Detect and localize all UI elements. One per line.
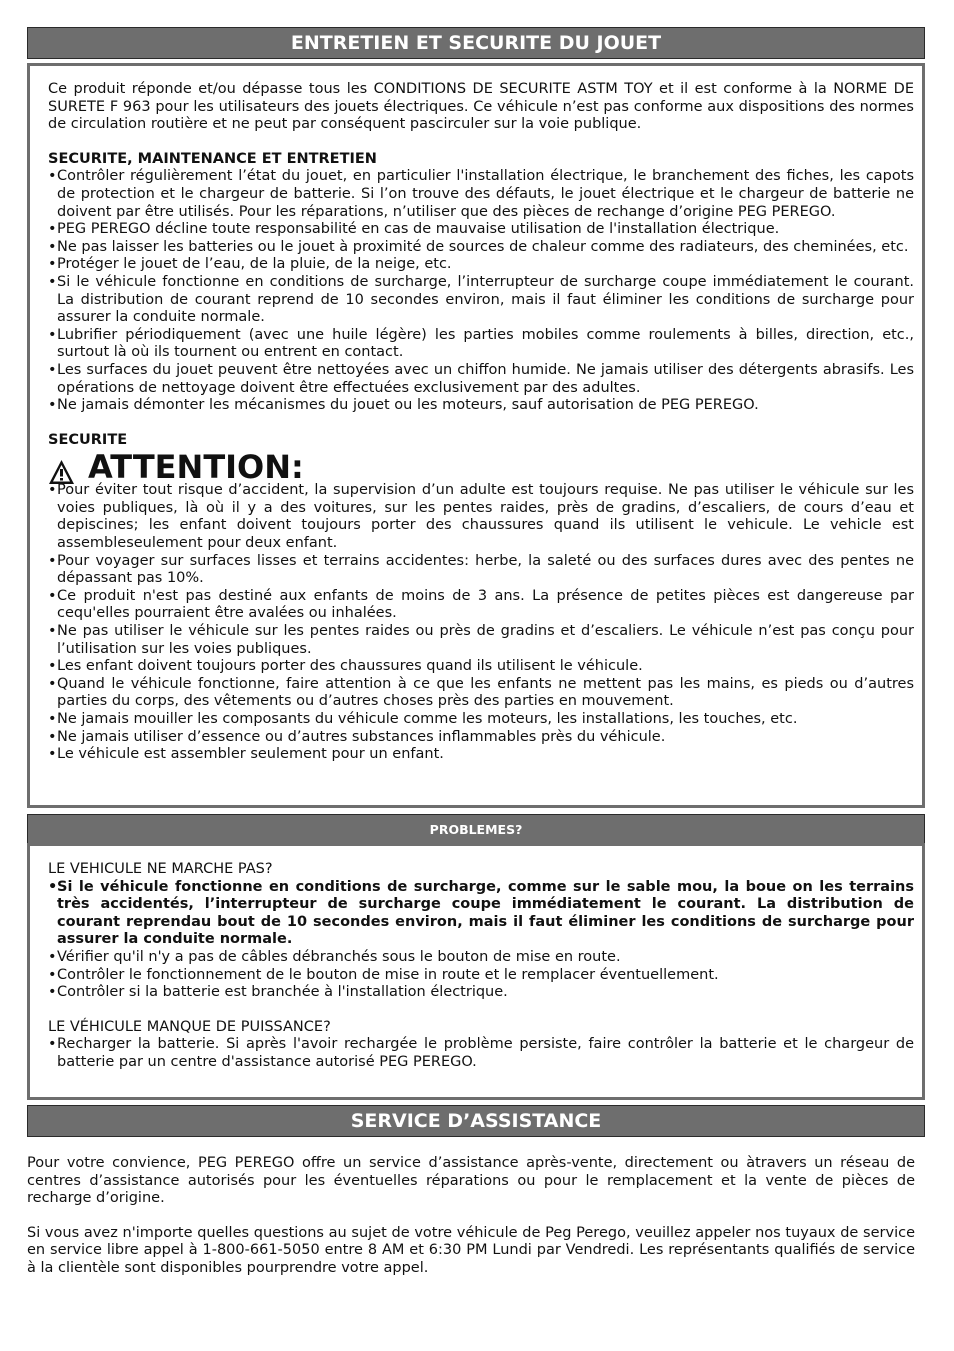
list-item: • Ne jamais démonter les mécanismes du jouet ou les moteurs, sauf autorisation de PEG PEREGO. [48, 397, 914, 415]
list-item: • Les surfaces du jouet peuvent être nettoyées avec un chiffon humide. Ne jamais utiliser des détergents abrasifs. Les opérations de nettoyage doivent être effectuées exclusivement par des adultes. [48, 362, 914, 397]
list-item: • Ne jamais mouiller les composants du véhicule comme les moteurs, les installations, les touches, etc. [48, 711, 914, 729]
list-item: • Protéger le jouet de l’eau, de la pluie, de la neige, etc. [48, 256, 914, 274]
list-item: • Contrôler si la batterie est branchée à l'installation électrique. [48, 984, 914, 1002]
section-title-problemes: PROBLEMES? [27, 814, 925, 845]
entretien-content [48, 81, 914, 764]
list-item: • Contrôler régulièrement l’état du jouet, en particulier l'installation électrique, le branchement des fiches, les capots de protection et le chargeur de batterie. Si l’on trouve des défauts, le jouet électrique et le chargeur de batterie ne doivent par être utilisés. Pour les réparations, n’utiliser que des pièces de rechange d’origine PEG PEREGO. [48, 168, 914, 221]
list-item: • Ce produit n'est pas destiné aux enfants de moins de 3 ans. La présence de petites pièces est dangereuse par cequ'elles pourraient être avalées ou inhalées. [48, 588, 914, 623]
attention-title: ATTENTION: [88, 448, 304, 487]
list-item: • Le véhicule est assembler seulement pour un enfant. [48, 746, 914, 764]
list-item: • Si le véhicule fonctionne en conditions de surcharge, comme sur le sable mou, la boue on les terrains très accidentés, l’interrupteur de surcharge coupe immédiatement le courant. La distribution de courant reprendau bout de 10 secondes environ, mais il faut éliminer les conditions de surcharge pour assurer la conduite normale. [48, 879, 914, 949]
problem-question: LE VÉHICULE MANQUE DE PUISSANCE? [48, 1018, 331, 1035]
list-item: • PEG PEREGO décline toute responsabilité en cas de mauvaise utilisation de l'installation électrique. [48, 221, 914, 239]
problemes-content [48, 861, 914, 1072]
section-title-entretien: ENTRETIEN ET SECURITE DU JOUET [27, 27, 925, 59]
list-item: • Pour voyager sur surfaces lisses et terrains accidentes: herbe, la saleté ou des surfaces dures avec des pentes ne dépassant pas 10%. [48, 553, 914, 588]
list-item: • Pour éviter tout risque d’accident, la supervision d’un adulte est toujours requise. Ne pas utiliser le véhicule sur les voies publiques, là où il y a des voitures, sur les pentes raides, près de gradins, d’escaliers, de cours d’eau et depiscines; les enfant doivent toujours porter des chaussures quand ils utilisent le vehicule. Le vehicle est assembleseulement pour deux enfant. [48, 482, 914, 552]
problem-list-2 [48, 1036, 914, 1071]
service-paragraph: Pour votre convience, PEG PEREGO offre un service d’assistance après-vente, directement ou àtravers un réseau de centres d’assistance autorisés pour les éventuelles réparations ou pour le remplacement et la vente de pièces de recharge d’origine. [27, 1155, 915, 1207]
maintenance-heading: SECURITE, MAINTENANCE ET ENTRETIEN [48, 150, 377, 167]
list-item: • Vérifier qu'il n'y a pas de câbles débranchés sous le bouton de mise en route. [48, 949, 914, 967]
service-content [27, 1155, 915, 1278]
list-item: • Ne jamais utiliser d’essence ou d’autres substances inflammables près du véhicule. [48, 729, 914, 747]
list-item: • Quand le véhicule fonctionne, faire attention à ce que les enfants ne mettent pas les mains, es pieds ou d’autres parties du corps, des vêtements ou d’autres choses près des parties en mouvement. [48, 676, 914, 711]
list-item: • Contrôler le fonctionnement de le bouton de mise in route et le remplacer éventuellement. [48, 967, 914, 985]
section-title-service: SERVICE D’ASSISTANCE [27, 1105, 925, 1137]
attention-row [48, 448, 914, 487]
securite-heading: SECURITE [48, 431, 128, 448]
list-item: • Ne pas laisser les batteries ou le jouet à proximité de sources de chaleur comme des radiateurs, des cheminées, etc. [48, 239, 914, 257]
list-item: • Les enfant doivent toujours porter des chaussures quand ils utilisent le véhicule. [48, 658, 914, 676]
problem-list-1 [48, 879, 914, 1002]
list-item: • Recharger la batterie. Si après l'avoir rechargée le problème persiste, faire contrôler la batterie et le chargeur de batterie par un centre d'assistance autorisé PEG PEREGO. [48, 1036, 914, 1071]
intro-paragraph: Ce produit réponde et/ou dépasse tous les CONDITIONS DE SECURITE ASTM TOY et il est conforme à la NORME DE SURETE F 963 pour les utilisateurs des jouets électriques. Ce véhicule n’est pas conforme aux dispositions des normes de circulation routière et ne peut par conséquent pascirculer sur la voie publique. [48, 81, 914, 133]
list-item: • Si le véhicule fonctionne en conditions de surcharge, l’interrupteur de surcharge coupe immédiatement le courant. La distribution de courant reprend de 10 secondes environ, mais il faut éliminer les conditions de surcharge pour assurer la conduite normale. [48, 274, 914, 327]
list-item: • Lubrifier périodiquement (avec une huile légère) les parties mobiles comme roulements à billes, direction, etc., surtout là où ils tournent ou entrent en contact. [48, 327, 914, 362]
problem-question: LE VEHICULE NE MARCHE PAS? [48, 861, 273, 877]
maintenance-list [48, 168, 914, 414]
securite-list [48, 482, 914, 764]
service-paragraph: Si vous avez n'importe quelles questions au sujet de votre véhicule de Peg Perego, veuillez appeler nos tuyaux de service en service libre appel à 1-800-661-5050 entre 8 AM et 6:30 PM Lundi par Vendredi. Les représentants qualifiés de service à la clientèle sont disponibles pourprendre votre appel. [27, 1224, 915, 1276]
list-item: • Ne pas utiliser le véhicule sur les pentes raides ou près de gradins et d’escaliers. Le véhicule n’est pas conçu pour l’utilisation sur les voies publiques. [48, 623, 914, 658]
